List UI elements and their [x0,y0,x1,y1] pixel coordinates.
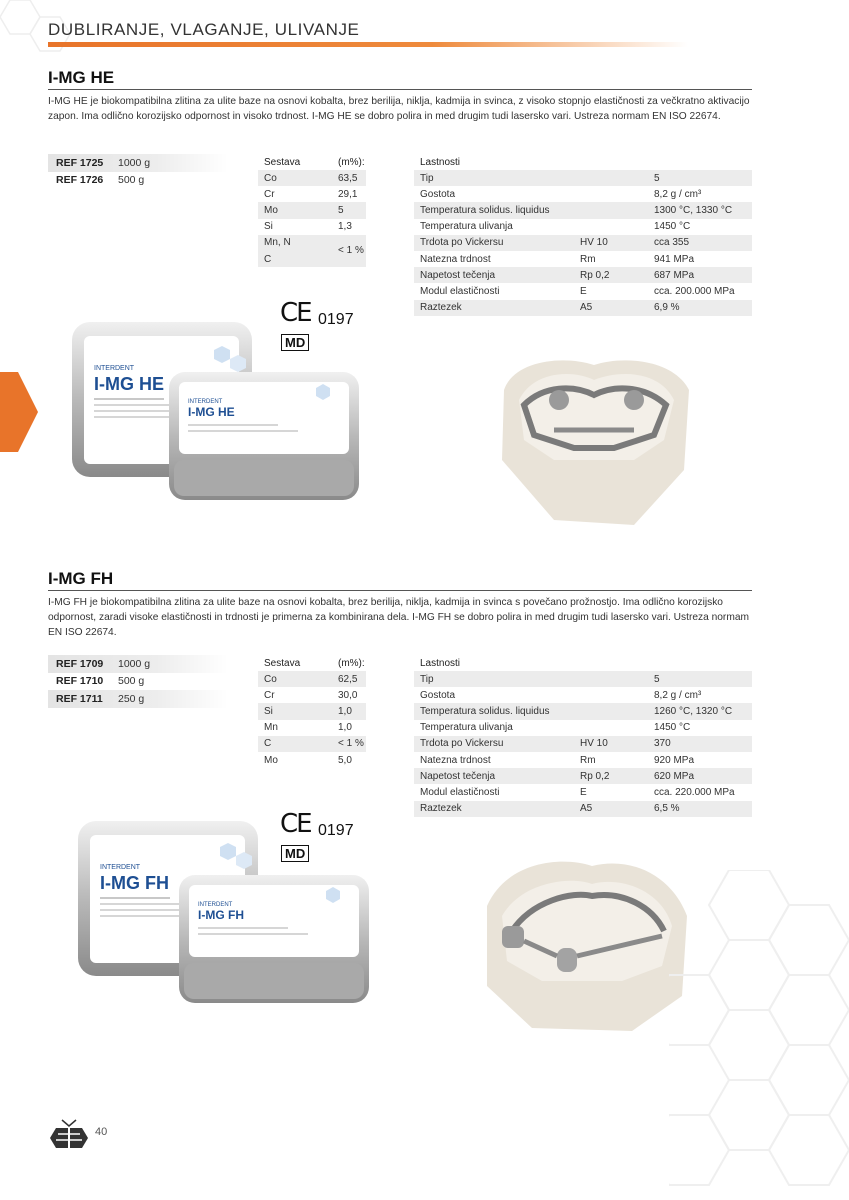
composition-row [258,687,366,703]
property-row [414,671,752,687]
composition-element: Si [264,221,273,233]
product1-title-rule [48,89,752,90]
header-accent-bar [48,42,688,47]
property-row [414,202,752,218]
page-header-title: DUBLIRANJE, VLAGANJE, ULIVANJE [48,20,360,39]
property-symbol: E [580,786,587,798]
composition-header-value: (m%): [338,156,365,168]
composition-row [258,703,366,719]
property-value: 687 MPa [654,269,695,281]
brand-label: INTERDENT [188,399,223,405]
property-row [414,720,752,736]
composition-row [258,671,366,687]
ref-weight: 500 g [118,174,145,187]
property-symbol: E [580,285,587,297]
property-row [414,235,752,251]
property-symbol: Rp 0,2 [580,770,610,782]
property-row [414,752,752,768]
property-value: 1450 °C [654,722,691,734]
ref-row [48,154,228,172]
property-value: cca 355 [654,237,690,249]
property-name: Raztezek [420,302,462,314]
brand-label: INTERDENT [94,365,135,372]
product1-title: I-MG HE [48,68,115,87]
composition-element: C [264,738,272,750]
product1-composition-table [258,154,366,267]
composition-element: Mn [264,722,278,734]
composition-element: C [264,253,272,265]
ref-code: REF 1711 [56,692,103,705]
product1-description: I-MG HE je biokompatibilna zlitina za ulite baze na osnovi kobalta, brez berilija, niklja, kadmija in svinca, z visoko stopnjo elastičnosti za večkratno aktivacijo zapon. Ima odlično korozijsko odpornost in visoko trdnost. I-MG HE se dobro polira in med drugim tudi lasersko vari. Ustreza normam EN ISO 22674. [48,96,750,122]
property-row [414,186,752,202]
brand-label: INTERDENT [100,864,141,871]
product2-title: I-MG FH [48,569,114,588]
ref-code: REF 1725 [56,156,104,169]
composition-value: 63,5 [338,172,358,184]
ref-row [48,690,228,708]
property-name: Modul elastičnosti [420,786,500,798]
composition-header [258,154,366,170]
composition-row [258,186,366,202]
ce-number: 0197 [318,311,354,328]
composition-element: Co [264,172,277,184]
property-name: Trdota po Vickersu [420,738,504,750]
property-name: Temperatura ulivanja [420,722,513,734]
property-value: 1450 °C [654,221,691,233]
orange-arrow-icon [0,372,38,452]
box-label: I-MG HE [94,374,164,394]
product1-ref-table [48,154,228,189]
composition-element: Si [264,705,273,717]
property-value: 620 MPa [654,770,695,782]
ref-code: REF 1710 [56,675,104,688]
property-name: Temperatura solidus. liquidus [420,204,550,216]
box-label: I-MG FH [100,873,169,893]
property-value: 6,9 % [654,302,680,314]
composition-element: Mo [264,754,278,766]
composition-value: 5,0 [338,754,352,766]
property-row [414,267,752,283]
composition-value: < 1 % [338,245,364,257]
property-name: Natezna trdnost [420,754,491,766]
property-row [414,300,752,316]
property-row [414,784,752,800]
composition-value: 1,3 [338,221,352,233]
property-value: 8,2 g / cm³ [654,188,702,200]
property-name: Natezna trdnost [420,253,491,265]
composition-header [258,655,366,671]
composition-element: Cr [264,689,275,701]
property-name: Gostota [420,689,456,701]
product2-description: I-MG FH je biokompatibilna zlitina za ulite baze na osnovi kobalta, brez berilija, niklja, kadmija in svinca s povečano prožnostjo. Ima odlično korozijsko odpornost, zaradi visoke elastičnosti in trdnosti je primerna za kombinirana dela. I-MG FH se dobro polira in med drugim tudi lasersko vari. Ustreza normam EN ISO 22674. [48,597,749,638]
property-row [414,801,752,817]
property-row [414,687,752,703]
property-symbol: HV 10 [580,738,608,750]
composition-header-element: Sestava [264,657,301,669]
property-value: 1300 °C, 1330 °C [654,204,733,216]
property-value: 5 [654,172,660,184]
property-row [414,283,752,299]
property-name: Napetost tečenja [420,770,496,782]
properties-header: Lastnosti [420,657,461,669]
composition-element: Cr [264,188,275,200]
properties-header: Lastnosti [420,156,461,168]
ce-mark-icon: CE [280,809,311,839]
ref-row [48,673,228,691]
property-row [414,170,752,186]
md-label: MD [281,334,309,351]
composition-value: 1,0 [338,705,352,717]
property-row [414,768,752,784]
property-value: 5 [654,673,660,685]
property-name: Tip [420,172,434,184]
hexagon-decoration-bottom [669,870,849,1200]
ref-code: REF 1709 [56,657,104,670]
ref-code: REF 1726 [56,174,104,187]
property-row [414,219,752,235]
composition-value: 5 [338,204,344,216]
property-row [414,251,752,267]
ref-weight: 500 g [118,675,145,688]
property-value: 941 MPa [654,253,695,265]
property-symbol: Rp 0,2 [580,269,610,281]
product2-properties-table [414,655,752,817]
product1-tin-box-image [64,310,364,510]
property-row [414,736,752,752]
ref-row [48,172,228,190]
product2-tin-box-image [74,815,374,1010]
composition-row [258,720,366,736]
composition-row [258,170,366,186]
composition-header-element: Sestava [264,156,301,168]
page-number: 40 [95,1126,108,1138]
property-symbol: A5 [580,803,593,815]
composition-value: 30,0 [338,689,358,701]
property-name: Napetost tečenja [420,269,496,281]
composition-row [258,736,366,752]
property-symbol: Rm [580,754,596,766]
property-name: Tip [420,673,434,685]
property-symbol: A5 [580,302,593,314]
md-label: MD [281,845,309,862]
property-value: 370 [654,738,671,750]
property-name: Temperatura ulivanja [420,221,513,233]
composition-row [258,202,366,218]
product1-dental-model-image [494,350,694,530]
ref-weight: 1000 g [118,657,151,670]
product2-ref-table [48,655,228,708]
bee-logo-icon [48,1116,90,1150]
composition-value: 1,0 [338,722,352,734]
composition-value: 29,1 [338,188,358,200]
composition-element: Mo [264,204,278,216]
property-value: cca. 220.000 MPa [654,786,735,798]
composition-element: Mn, N [264,237,291,249]
property-value: 6,5 % [654,803,680,815]
property-name: Temperatura solidus. liquidus [420,705,550,717]
composition-value: < 1 % [338,738,364,750]
property-name: Gostota [420,188,456,200]
ref-weight: 250 g [118,692,145,705]
ce-mark-icon: CE [280,298,311,328]
property-value: cca. 200.000 MPa [654,285,735,297]
property-symbol: HV 10 [580,237,608,249]
brand-label: INTERDENT [198,902,233,908]
composition-row [258,219,366,235]
composition-value: 62,5 [338,673,358,685]
product2-title-rule [48,590,752,591]
property-value: 8,2 g / cm³ [654,689,702,701]
product2-composition-table [258,655,366,768]
box-label: I-MG HE [188,405,235,419]
property-value: 1260 °C, 1320 °C [654,705,733,717]
ref-weight: 1000 g [118,156,151,169]
composition-merged-row [258,235,366,267]
property-name: Raztezek [420,803,462,815]
property-symbol: Rm [580,253,596,265]
box-label: I-MG FH [198,908,244,922]
composition-row [258,752,366,768]
composition-header-value: (m%): [338,657,365,669]
property-value: 920 MPa [654,754,695,766]
property-name: Modul elastičnosti [420,285,500,297]
property-name: Trdota po Vickersu [420,237,504,249]
composition-element: Co [264,673,277,685]
product2-dental-model-image [482,856,692,1036]
product1-properties-table [414,154,752,316]
ref-row [48,655,228,673]
property-row [414,703,752,719]
ce-number: 0197 [318,822,354,839]
